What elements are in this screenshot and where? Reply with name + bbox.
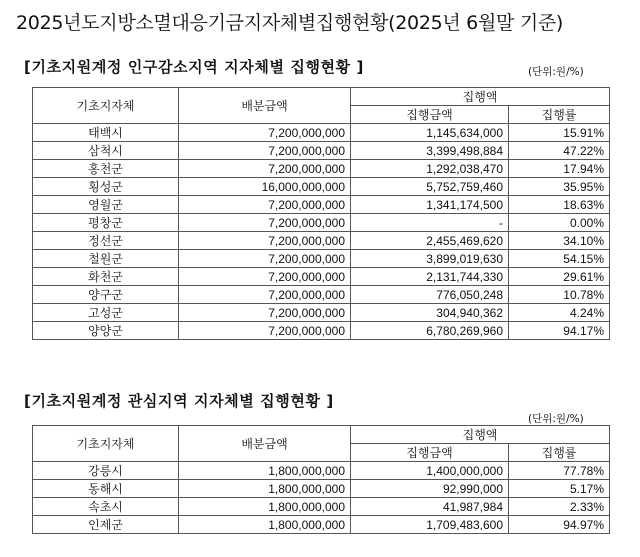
region-cell: 양구군	[33, 286, 179, 304]
exec-amount-cell: 1,709,483,600	[351, 516, 509, 534]
exec-amount-cell: -	[351, 214, 509, 232]
exec-rate-cell: 15.91%	[509, 124, 610, 142]
exec-amount-cell: 3,399,498,884	[351, 142, 509, 160]
exec-amount-cell: 92,990,000	[351, 480, 509, 498]
exec-rate-cell: 29.61%	[509, 268, 610, 286]
header-execution: 집행액	[351, 88, 610, 106]
region-cell: 고성군	[33, 304, 179, 322]
exec-amount-cell: 1,292,038,470	[351, 160, 509, 178]
region-cell: 정선군	[33, 232, 179, 250]
region-cell: 동해시	[33, 480, 179, 498]
region-cell: 철원군	[33, 250, 179, 268]
region-cell: 삼척시	[33, 142, 179, 160]
header-exec-rate: 집행률	[509, 106, 610, 124]
table-row	[33, 304, 610, 322]
table-row	[33, 250, 610, 268]
region-cell: 평창군	[33, 214, 179, 232]
table-row	[33, 286, 610, 304]
header-execution: 집행액	[351, 426, 610, 444]
region-cell: 태백시	[33, 124, 179, 142]
allocation-cell: 1,800,000,000	[179, 462, 351, 480]
exec-amount-cell: 5,752,759,460	[351, 178, 509, 196]
region-cell: 강릉시	[33, 462, 179, 480]
table-row	[33, 516, 610, 534]
table-row	[33, 498, 610, 516]
table-row	[33, 232, 610, 250]
exec-amount-cell: 1,145,634,000	[351, 124, 509, 142]
allocation-cell: 16,000,000,000	[179, 178, 351, 196]
table-row	[33, 178, 610, 196]
exec-rate-cell: 34.10%	[509, 232, 610, 250]
exec-amount-cell: 1,341,174,500	[351, 196, 509, 214]
exec-rate-cell: 4.24%	[509, 304, 610, 322]
allocation-cell: 7,200,000,000	[179, 214, 351, 232]
section1-title: [기초지원계정 인구감소지역 지자체별 집행현황 ]	[24, 58, 365, 76]
allocation-cell: 7,200,000,000	[179, 286, 351, 304]
exec-amount-cell: 1,400,000,000	[351, 462, 509, 480]
exec-rate-cell: 17.94%	[509, 160, 610, 178]
allocation-cell: 1,800,000,000	[179, 516, 351, 534]
allocation-cell: 7,200,000,000	[179, 124, 351, 142]
allocation-cell: 7,200,000,000	[179, 142, 351, 160]
header-region: 기초지자체	[33, 426, 179, 462]
table-row	[33, 214, 610, 232]
exec-amount-cell: 776,050,248	[351, 286, 509, 304]
allocation-cell: 7,200,000,000	[179, 160, 351, 178]
allocation-cell: 1,800,000,000	[179, 498, 351, 516]
header-exec-rate: 집행률	[509, 444, 610, 462]
exec-rate-cell: 18.63%	[509, 196, 610, 214]
header-region: 기초지자체	[33, 88, 179, 124]
region-cell: 횡성군	[33, 178, 179, 196]
exec-rate-cell: 47.22%	[509, 142, 610, 160]
table-row	[33, 142, 610, 160]
section2-title: [기초지원계정 관심지역 지자체별 집행현황 ]	[24, 392, 334, 410]
region-cell: 영월군	[33, 196, 179, 214]
section2-table	[32, 425, 610, 534]
section1-unit: (단위:원/%)	[528, 66, 584, 78]
header-allocation: 배분금액	[179, 88, 351, 124]
table-row	[33, 462, 610, 480]
section2-unit: (단위:원/%)	[528, 413, 584, 425]
exec-rate-cell: 54.15%	[509, 250, 610, 268]
table-row	[33, 480, 610, 498]
section2-table-body	[33, 462, 610, 534]
section1-table-body	[33, 124, 610, 340]
section1-table	[32, 87, 610, 340]
header-exec-amount: 집행금액	[351, 444, 509, 462]
table-row	[33, 322, 610, 340]
allocation-cell: 7,200,000,000	[179, 250, 351, 268]
exec-amount-cell: 304,940,362	[351, 304, 509, 322]
region-cell: 속초시	[33, 498, 179, 516]
exec-amount-cell: 41,987,984	[351, 498, 509, 516]
exec-rate-cell: 77.78%	[509, 462, 610, 480]
exec-amount-cell: 2,455,469,620	[351, 232, 509, 250]
exec-rate-cell: 94.17%	[509, 322, 610, 340]
header-exec-amount: 집행금액	[351, 106, 509, 124]
exec-amount-cell: 2,131,744,330	[351, 268, 509, 286]
table-row	[33, 124, 610, 142]
table-header-row	[33, 426, 610, 444]
allocation-cell: 7,200,000,000	[179, 196, 351, 214]
region-cell: 양양군	[33, 322, 179, 340]
header-allocation: 배분금액	[179, 426, 351, 462]
allocation-cell: 7,200,000,000	[179, 322, 351, 340]
allocation-cell: 7,200,000,000	[179, 232, 351, 250]
exec-amount-cell: 6,780,269,960	[351, 322, 509, 340]
exec-rate-cell: 94.97%	[509, 516, 610, 534]
table-row	[33, 268, 610, 286]
exec-rate-cell: 10.78%	[509, 286, 610, 304]
table-row	[33, 196, 610, 214]
exec-rate-cell: 5.17%	[509, 480, 610, 498]
allocation-cell: 7,200,000,000	[179, 304, 351, 322]
region-cell: 인제군	[33, 516, 179, 534]
table-header-row	[33, 88, 610, 106]
exec-amount-cell: 3,899,019,630	[351, 250, 509, 268]
allocation-cell: 1,800,000,000	[179, 480, 351, 498]
table-row	[33, 160, 610, 178]
exec-rate-cell: 0.00%	[509, 214, 610, 232]
allocation-cell: 7,200,000,000	[179, 268, 351, 286]
region-cell: 화천군	[33, 268, 179, 286]
region-cell: 홍천군	[33, 160, 179, 178]
document-title: 2025년도지방소멸대응기금지자체별집행현황(2025년 6월말 기준)	[16, 12, 564, 34]
exec-rate-cell: 35.95%	[509, 178, 610, 196]
exec-rate-cell: 2.33%	[509, 498, 610, 516]
